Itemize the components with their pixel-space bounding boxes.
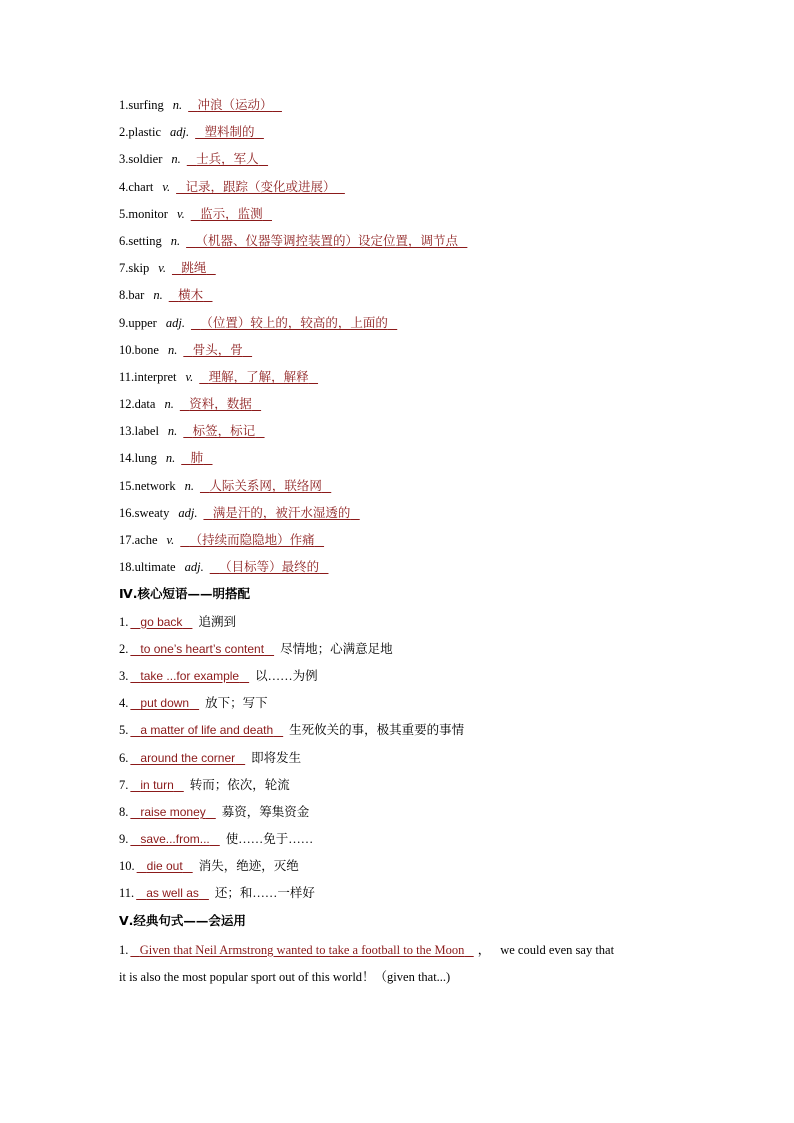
phrase-meaning: 放下；写下: [205, 696, 268, 711]
vocab-item: [119, 393, 679, 420]
phrase-answer: put down: [140, 696, 190, 711]
vocab-item: [119, 148, 679, 175]
vocab-word: 3.soldier: [119, 152, 163, 167]
phrase-meaning: 转而；依次，轮流: [189, 777, 290, 792]
sentence-tail: we could even say that: [500, 942, 615, 957]
vocab-item: [119, 366, 679, 393]
vocab-word: 13.label: [119, 424, 159, 439]
vocab-word: 16.sweaty: [119, 505, 170, 520]
vocab-item: [119, 176, 679, 203]
vocab-answer: 冲浪（运动）: [197, 98, 273, 112]
phrase-item: [119, 855, 679, 882]
phrase-item: [119, 719, 679, 746]
vocab-item: [119, 257, 679, 284]
vocab-answer: 肺: [190, 451, 204, 466]
vocab-answer: （机器、仪器等调控装置的）设定位置，调节点: [195, 233, 458, 248]
vocab-answer: 监示，监测: [200, 206, 263, 221]
vocab-answer: 横木: [178, 288, 204, 303]
phrase-number: 5.: [119, 723, 129, 738]
vocab-word: 10.bone: [119, 342, 159, 357]
vocab-answer: （持续而隐隐地）作痛: [189, 533, 315, 547]
vocab-answer: 满是汗的，被汗水湿透的: [212, 505, 351, 520]
phrase-number: 7.: [119, 777, 129, 792]
phrase-item: [119, 747, 679, 774]
phrase-number: 1.: [119, 614, 129, 629]
phrase-item: [119, 692, 679, 719]
phrase-meaning: 还；和……一样好: [214, 886, 315, 901]
phrase-item: [119, 801, 679, 828]
part-of-speech: n.: [171, 152, 181, 167]
phrase-answer: save...from...: [140, 832, 210, 847]
part-of-speech: v.: [162, 179, 171, 194]
part-of-speech: n.: [164, 397, 174, 412]
phrase-item: [119, 665, 679, 692]
vocab-answer: 人际关系网，联络网: [209, 478, 322, 493]
phrase-number: 8.: [119, 804, 129, 819]
phrase-number: 11.: [119, 886, 135, 901]
vocab-item: [119, 529, 679, 556]
phrase-item: [119, 774, 679, 801]
vocab-list: [119, 94, 679, 583]
phrase-meaning: 即将发生: [251, 750, 302, 765]
vocab-word: 11.interpret: [119, 369, 177, 384]
phrase-answer: in turn: [140, 777, 174, 792]
phrase-meaning: 追溯到: [198, 614, 236, 629]
sentence-answer: Given that Neil Armstrong wanted to take a football to the Moon: [139, 942, 465, 957]
worksheet: [119, 94, 679, 991]
vocab-item: [119, 94, 679, 121]
part-of-speech: adj.: [165, 315, 185, 330]
phrase-item: [119, 828, 679, 855]
vocab-word: 9.upper: [119, 315, 157, 330]
vocab-answer: （目标等）最终的: [219, 560, 320, 575]
vocab-word: 12.data: [119, 397, 156, 412]
vocab-word: 14.lung: [119, 451, 157, 466]
phrase-meaning: 募资，筹集资金: [221, 804, 310, 819]
vocab-item: [119, 420, 679, 447]
part-of-speech: v.: [185, 369, 194, 384]
phrase-meaning: 尽情地；心满意足地: [280, 641, 393, 656]
vocab-word: 18.ultimate: [119, 560, 176, 575]
phrase-list: [119, 611, 679, 910]
part-of-speech: n.: [184, 478, 194, 493]
part-of-speech: adj.: [178, 505, 198, 520]
sentence-number: 1.: [119, 942, 129, 957]
sentence-item: [119, 937, 679, 991]
phrase-meaning: 以……为例: [255, 668, 318, 683]
vocab-word: 8.bar: [119, 288, 145, 303]
phrase-answer: die out: [146, 859, 183, 874]
vocab-word: 4.chart: [119, 179, 154, 194]
vocab-answer: 记录，跟踪（变化或进展）: [185, 179, 336, 194]
vocab-item: [119, 475, 679, 502]
vocab-answer: 资料，数据: [189, 397, 252, 412]
part-of-speech: n.: [153, 288, 163, 303]
part-of-speech: n.: [172, 98, 183, 112]
vocab-answer: 理解，了解，解释: [208, 369, 309, 384]
phrase-number: 9.: [119, 832, 129, 847]
phrase-number: 2.: [119, 641, 129, 656]
vocab-item: [119, 284, 679, 311]
sentence-comma: ，: [477, 942, 491, 957]
vocab-word: 7.skip: [119, 261, 150, 276]
vocab-word: 1.surfing: [119, 98, 164, 112]
vocab-answer: 跳绳: [181, 261, 207, 276]
phrase-answer: go back: [140, 614, 183, 629]
phrase-answer: raise money: [140, 804, 206, 819]
vocab-word: 17.ache: [119, 533, 158, 547]
vocab-word: 2.plastic: [119, 125, 162, 140]
phrase-answer: take ...for example: [140, 668, 240, 683]
phrase-number: 4.: [119, 696, 129, 711]
vocab-item: [119, 502, 679, 529]
phrase-answer: around the corner: [140, 750, 236, 765]
phrase-answer: to one’s heart’s content: [140, 641, 265, 656]
vocab-item: [119, 230, 679, 257]
phrase-meaning: 消失，绝迹，灭绝: [198, 859, 299, 874]
part-of-speech: adj.: [184, 560, 204, 575]
phrase-answer: a matter of life and death: [140, 723, 274, 738]
vocab-word: 5.monitor: [119, 206, 168, 221]
vocab-answer: 士兵，军人: [196, 152, 259, 167]
sentence-line-2: it is also the most popular sport out of this world！（given that...): [119, 969, 451, 984]
phrase-meaning: 使……免于……: [225, 832, 314, 847]
phrase-meaning: 生死攸关的事，极其重要的事情: [289, 723, 465, 738]
vocab-answer: 标签，标记: [192, 424, 256, 439]
phrase-item: [119, 611, 679, 638]
vocab-item: [119, 556, 679, 583]
vocab-item: [119, 203, 679, 230]
part-of-speech: adj.: [170, 125, 190, 140]
phrase-number: 3.: [119, 668, 129, 683]
part-of-speech: n.: [167, 424, 178, 439]
vocab-item: [119, 121, 679, 148]
phrase-answer: as well as: [146, 886, 199, 901]
vocab-answer: 骨头，骨: [192, 342, 243, 357]
vocab-answer: 塑料制的: [204, 125, 255, 140]
phrase-number: 6.: [119, 750, 129, 765]
vocab-item: [119, 447, 679, 474]
section-4-title: Ⅳ.核心短语——明搭配: [119, 586, 250, 602]
part-of-speech: n.: [165, 451, 176, 466]
phrase-item: [119, 882, 679, 909]
part-of-speech: n.: [167, 342, 178, 357]
vocab-item: [119, 339, 679, 366]
section-5-title: Ⅴ.经典句式——会运用: [119, 912, 246, 928]
phrase-item: [119, 638, 679, 665]
part-of-speech: v.: [166, 533, 175, 547]
part-of-speech: v.: [176, 206, 185, 221]
phrase-number: 10.: [119, 859, 135, 874]
vocab-word: 15.network: [119, 478, 176, 493]
vocab-item: [119, 312, 679, 339]
vocab-word: 6.setting: [119, 233, 162, 248]
part-of-speech: v.: [158, 261, 166, 276]
vocab-answer: （位置）较上的，较高的，上面的: [200, 315, 388, 330]
part-of-speech: n.: [170, 233, 181, 248]
